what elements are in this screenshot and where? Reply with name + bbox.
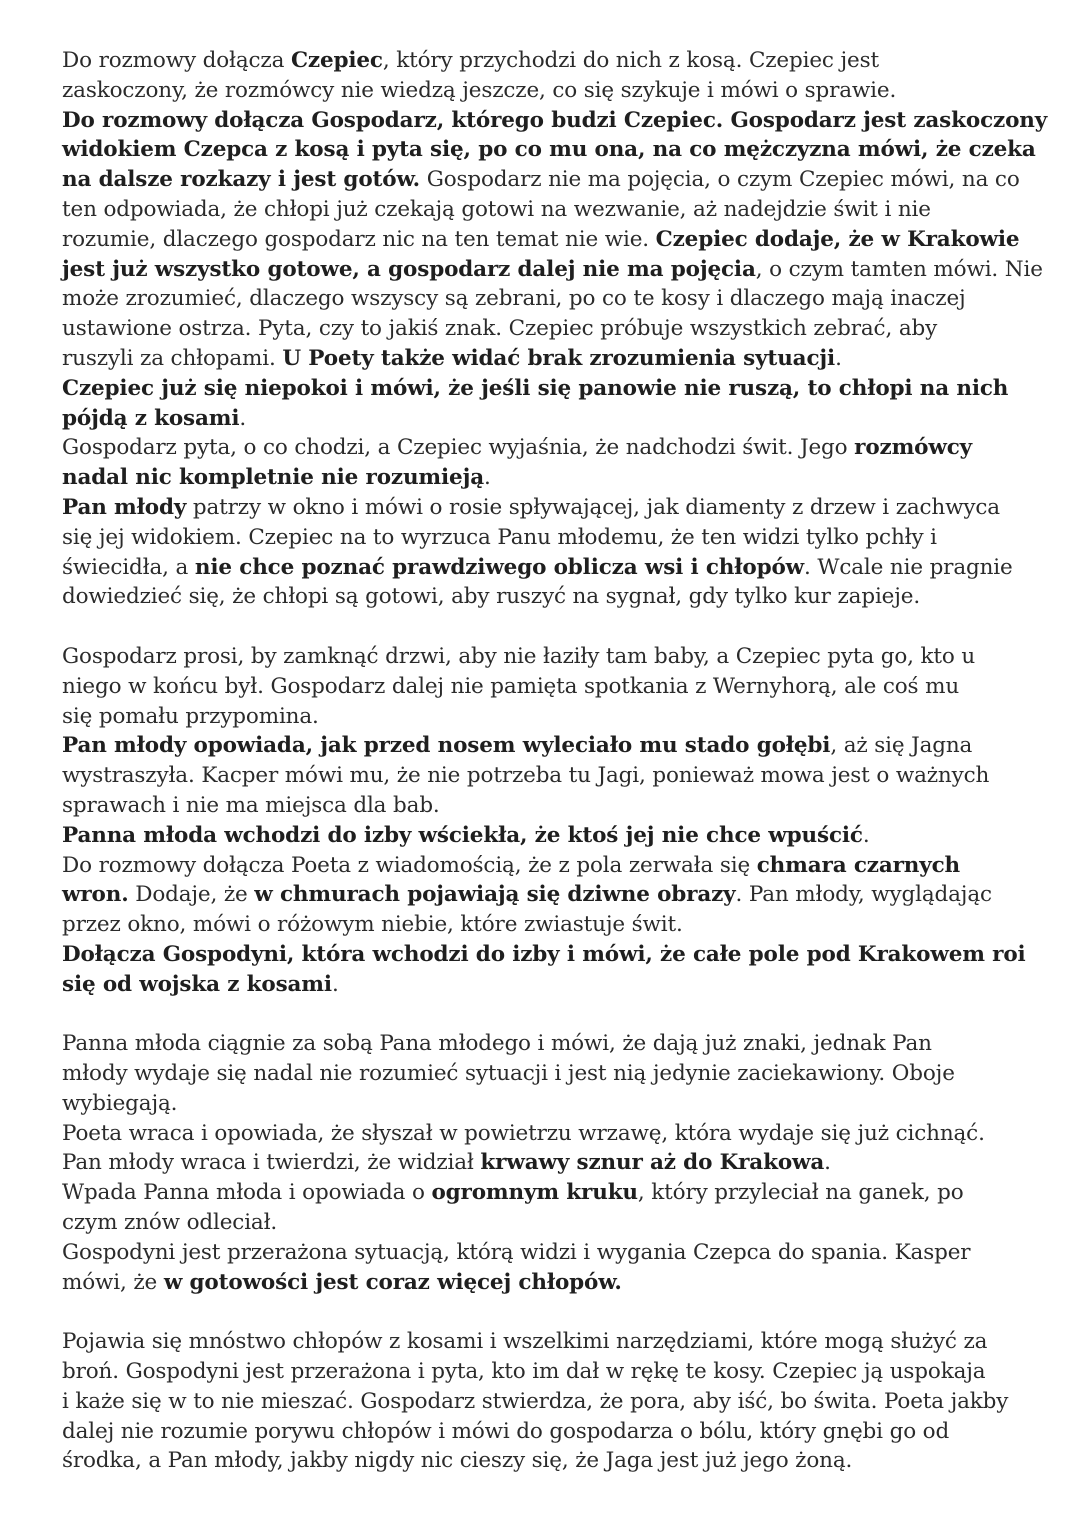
text-segment: świecidła, a bbox=[62, 554, 195, 580]
text-line bbox=[62, 791, 1022, 821]
text-segment: wystraszyła. Kacper mówi mu, że nie potrzeba tu Jagi, ponieważ mowa jest o ważnych bbox=[62, 763, 990, 789]
text-segment: ruszyli za chłopami. bbox=[62, 345, 283, 371]
paragraph-gap bbox=[62, 1297, 1022, 1327]
bold-text-segment: rozmówcy bbox=[854, 435, 973, 461]
text-segment: Gospodarz nie ma pojęcia, o czym Czepiec mówi, na co bbox=[420, 167, 1020, 193]
text-line bbox=[62, 880, 1022, 910]
text-segment: . bbox=[239, 405, 247, 431]
text-line bbox=[62, 404, 1022, 434]
bold-text-segment: Dołącza Gospodyni, która wchodzi do izby i mówi, że całe pole pod Krakowem roi bbox=[62, 941, 1026, 967]
text-line bbox=[62, 1059, 1022, 1089]
bold-text-segment: pójdą z kosami bbox=[62, 405, 240, 431]
text-segment: Pan młody wraca i twierdzi, że widział bbox=[62, 1150, 481, 1176]
bold-text-segment: Czepiec już się niepokoi i mówi, że jeśli się panowie nie ruszą, to chłopi na nich bbox=[62, 375, 1009, 401]
text-segment: . Wcale nie pragnie bbox=[804, 554, 1013, 580]
text-line bbox=[62, 761, 1022, 791]
text-segment: Gospodarz prosi, by zamknąć drzwi, aby nie łaziły tam baby, a Czepiec pyta go, kto u bbox=[62, 643, 976, 669]
text-line bbox=[62, 314, 1022, 344]
text-line bbox=[62, 910, 1022, 940]
bold-text-segment: Pan młody bbox=[62, 494, 187, 520]
text-line bbox=[62, 1238, 1022, 1268]
text-line bbox=[62, 225, 1022, 255]
text-segment: Do rozmowy dołącza Poeta z wiadomością, że z pola zerwała się bbox=[62, 852, 757, 878]
text-line bbox=[62, 1417, 1022, 1447]
text-segment: ustawione ostrza. Pyta, czy to jakiś znak. Czepiec próbuje wszystkich zebrać, aby bbox=[62, 316, 938, 342]
text-segment: mówi, że bbox=[62, 1269, 164, 1295]
text-segment: . Pan młody, wyglądając bbox=[735, 882, 992, 908]
text-segment: patrzy w okno i mówi o rosie spływającej, jak diamenty z drzew i zachwyca bbox=[186, 494, 1000, 520]
text-segment: niego w końcu był. Gospodarz dalej nie pamięta spotkania z Wernyhorą, ale coś mu bbox=[62, 673, 960, 699]
text-line bbox=[62, 1119, 1022, 1149]
text-segment: . bbox=[484, 465, 491, 491]
text-line bbox=[62, 1446, 1022, 1476]
text-line bbox=[62, 523, 1022, 553]
text-line bbox=[62, 195, 1022, 225]
text-line bbox=[62, 255, 1043, 285]
bold-text-segment: krwawy sznur aż do Krakowa bbox=[480, 1150, 825, 1176]
text-line bbox=[62, 1268, 1022, 1298]
text-line bbox=[62, 702, 1022, 732]
paragraph-gap bbox=[62, 612, 1022, 642]
text-segment: , o czym tamten mówi. Nie bbox=[755, 256, 1043, 282]
text-line bbox=[62, 970, 1022, 1000]
document-page bbox=[62, 46, 1048, 1476]
bold-text-segment: ogromnym kruku bbox=[431, 1180, 638, 1206]
bold-text-segment: wron. bbox=[62, 882, 129, 908]
bold-text-segment: Czepiec bbox=[290, 48, 383, 73]
text-segment: Do rozmowy dołącza bbox=[62, 48, 291, 73]
bold-text-segment: Czepiec dodaje, że w Krakowie bbox=[655, 226, 1020, 252]
text-line bbox=[62, 1148, 1022, 1178]
text-segment: Gospodyni jest przerażona sytuacją, którą widzi i wygania Czepca do spania. Kasper bbox=[62, 1239, 971, 1265]
text-segment: Wpada Panna młoda i opowiada o bbox=[62, 1180, 432, 1206]
text-segment: wybiegają. bbox=[62, 1090, 178, 1116]
text-segment: sprawach i nie ma miejsca dla bab. bbox=[62, 792, 440, 818]
bold-text-segment: Do rozmowy dołącza Gospodarz, którego budzi Czepiec. Gospodarz jest zaskoczony bbox=[62, 107, 1048, 133]
bold-text-segment: Pan młody opowiada, jak przed nosem wyleciało mu stado gołębi bbox=[62, 733, 831, 759]
text-line bbox=[62, 821, 1022, 851]
bold-text-segment: chmara czarnych bbox=[756, 852, 961, 878]
text-segment: dalej nie rozumie porywu chłopów i mówi do gospodarza o bólu, który gnębi go od bbox=[62, 1418, 950, 1444]
bold-text-segment: w chmurach pojawiają się dziwne obrazy bbox=[254, 882, 736, 908]
text-line bbox=[62, 433, 1022, 463]
bold-text-segment: na dalsze rozkazy i jest gotów. bbox=[62, 167, 421, 193]
text-segment: Dodaje, że bbox=[128, 882, 255, 908]
text-line bbox=[62, 135, 1036, 165]
text-segment: Poeta wraca i opowiada, że słyszał w powietrzu wrzawę, która wydaje się już cichnąć. bbox=[62, 1120, 985, 1146]
text-segment: Pojawia się mnóstwo chłopów z kosami i wszelkimi narzędziami, które mogą służyć za bbox=[62, 1329, 988, 1355]
bold-text-segment: jest już wszystko gotowe, a gospodarz dalej nie ma pojęcia bbox=[62, 256, 756, 282]
text-line bbox=[62, 672, 1022, 702]
bold-text-segment: nie chce poznać prawdziwego oblicza wsi i chłopów bbox=[194, 554, 805, 580]
text-segment: . bbox=[835, 345, 842, 371]
bold-text-segment: się od wojska z kosami bbox=[62, 971, 332, 997]
text-segment: i każe się w to nie mieszać. Gospodarz stwierdza, że pora, aby iść, bo świta. Poeta jakby bbox=[62, 1388, 1009, 1414]
text-segment: zaskoczony, że rozmówcy nie wiedzą jeszcze, co się szykuje i mówi o sprawie. bbox=[62, 77, 897, 103]
text-segment: , aż się Jagna bbox=[830, 733, 973, 759]
text-line bbox=[62, 1208, 1022, 1238]
text-segment: ten odpowiada, że chłopi już czekają gotowi na wezwanie, aż nadejdzie świt i nie bbox=[62, 196, 931, 222]
text-line bbox=[62, 165, 1022, 195]
bold-text-segment: Panna młoda wchodzi do izby wściekła, że ktoś jej nie chce wpuścić bbox=[62, 822, 863, 848]
text-line bbox=[62, 374, 1022, 404]
text-line bbox=[62, 1327, 1022, 1357]
text-line bbox=[62, 940, 1026, 970]
bold-text-segment: U Poety także widać brak zrozumienia sytuacji bbox=[282, 345, 836, 371]
text-line bbox=[62, 1029, 1022, 1059]
text-segment: , który przyleciał na ganek, po bbox=[637, 1180, 964, 1206]
bold-text-segment: w gotowości jest coraz więcej chłopów. bbox=[163, 1269, 622, 1295]
text-segment: dowiedzieć się, że chłopi są gotowi, aby ruszyć na sygnał, gdy tylko kur zapieje. bbox=[62, 584, 921, 610]
text-segment: . bbox=[331, 971, 339, 997]
text-segment: . bbox=[862, 822, 870, 848]
text-segment: się pomału przypomina. bbox=[62, 703, 319, 729]
text-segment: przez okno, mówi o różowym niebie, które zwiastuje świt. bbox=[62, 912, 683, 938]
text-segment: się jej widokiem. Czepiec na to wyrzuca Panu młodemu, że ten widzi tylko pchły i bbox=[62, 524, 937, 550]
text-segment: młody wydaje się nadal nie rozumieć sytuacji i jest nią jedynie zaciekawiony. Oboje bbox=[62, 1061, 955, 1087]
text-line bbox=[62, 493, 1022, 523]
text-segment: rozumie, dlaczego gospodarz nic na ten temat nie wie. bbox=[62, 226, 656, 252]
text-line bbox=[62, 46, 1022, 76]
text-segment: czym znów odleciał. bbox=[62, 1210, 278, 1236]
bold-text-segment: nadal nic kompletnie nie rozumieją bbox=[62, 465, 484, 491]
text-line bbox=[62, 284, 1022, 314]
text-segment: może zrozumieć, dlaczego wszyscy są zebrani, po co te kosy i dlaczego mają inaczej bbox=[62, 286, 966, 312]
text-line bbox=[62, 1089, 1022, 1119]
text-segment: Panna młoda ciągnie za sobą Pana młodego i mówi, że dają już znaki, jednak Pan bbox=[62, 1031, 932, 1057]
bold-text-segment: widokiem Czepca z kosą i pyta się, po co mu ona, na co mężczyzna mówi, że czeka bbox=[62, 137, 1036, 163]
text-line bbox=[62, 851, 1022, 881]
text-line bbox=[62, 106, 1048, 136]
paragraph-gap bbox=[62, 1000, 1022, 1030]
text-segment: Gospodarz pyta, o co chodzi, a Czepiec wyjaśnia, że nadchodzi świt. Jego bbox=[62, 435, 855, 461]
text-line bbox=[62, 1387, 1022, 1417]
text-line bbox=[62, 642, 1022, 672]
text-segment: broń. Gospodyni jest przerażona i pyta, kto im dał w rękę te kosy. Czepiec ją uspokaja bbox=[62, 1359, 986, 1385]
text-line bbox=[62, 76, 1022, 106]
text-line bbox=[62, 1357, 1022, 1387]
text-line bbox=[62, 463, 1022, 493]
text-line bbox=[62, 582, 1022, 612]
text-line bbox=[62, 1178, 1022, 1208]
text-segment: , który przychodzi do nich z kosą. Czepiec jest bbox=[382, 48, 879, 73]
text-line bbox=[62, 731, 1022, 761]
text-segment: środka, a Pan młody, jakby nigdy nic cieszy się, że Jaga jest już jego żoną. bbox=[62, 1448, 853, 1474]
text-segment: . bbox=[824, 1150, 831, 1176]
text-line bbox=[62, 344, 1022, 374]
text-line bbox=[62, 553, 1022, 583]
